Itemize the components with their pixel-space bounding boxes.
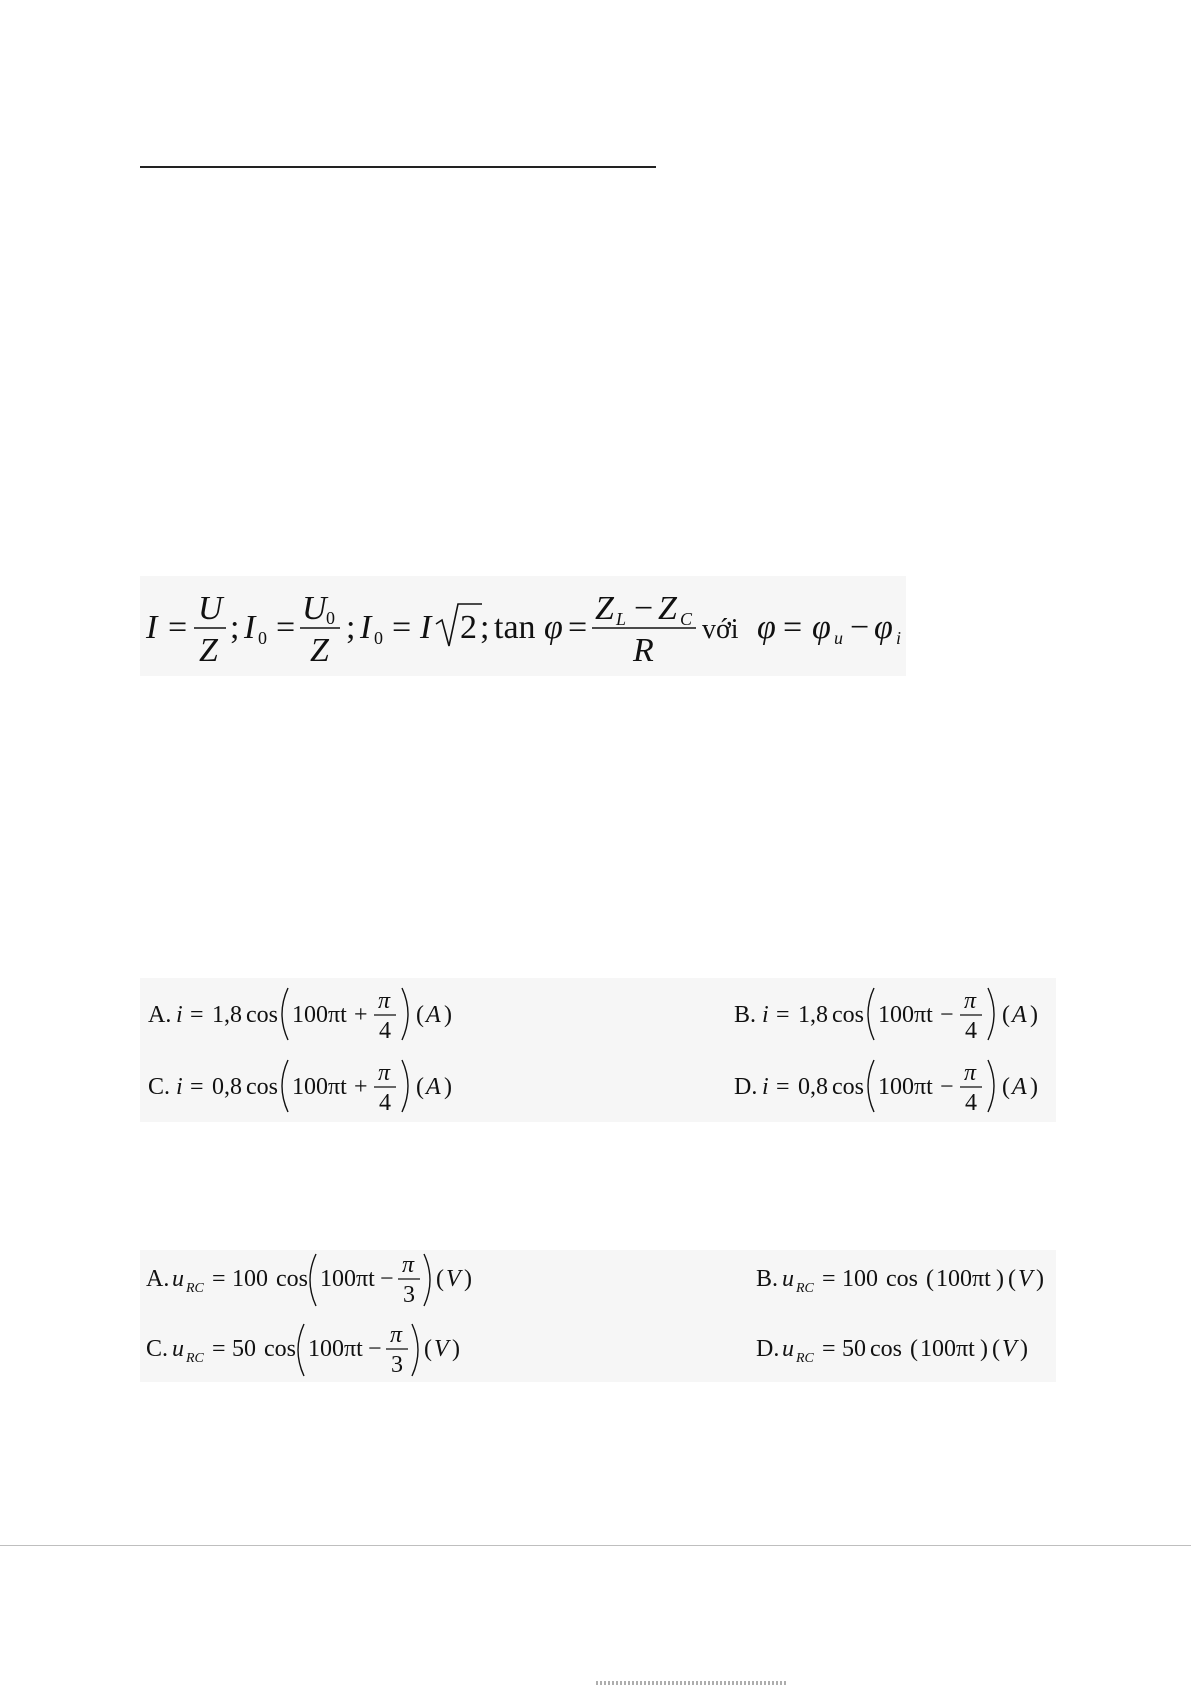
svg-text:φ: φ [757, 609, 776, 646]
svg-text:−: − [634, 590, 654, 627]
svg-text:1,8: 1,8 [212, 1002, 242, 1028]
svg-text:(: ( [926, 1266, 934, 1292]
svg-text:i: i [176, 1074, 183, 1100]
svg-text:tan: tan [494, 609, 536, 646]
formula-I: I [146, 609, 158, 646]
svg-text:π: π [964, 1060, 977, 1086]
svg-text:B.: B. [734, 1002, 757, 1028]
svg-text:(: ( [1002, 1074, 1010, 1100]
svg-text:=: = [776, 1002, 790, 1028]
svg-text:): ) [1020, 1336, 1028, 1362]
svg-text:): ) [996, 1266, 1004, 1292]
svg-text:C: C [680, 609, 693, 629]
svg-text:(: ( [416, 1002, 424, 1028]
svg-text:=: = [822, 1336, 836, 1362]
svg-text:I: I [420, 609, 432, 646]
svg-text:50: 50 [232, 1336, 256, 1362]
svg-text:=: = [212, 1336, 226, 1362]
svg-text:cos: cos [276, 1266, 308, 1292]
svg-text:φ: φ [874, 609, 893, 646]
svg-text:i: i [762, 1074, 769, 1100]
svg-text:A: A [426, 1074, 441, 1100]
svg-text:π: π [390, 1322, 403, 1348]
svg-text:=: = [190, 1002, 204, 1028]
svg-text:100πt: 100πt [292, 1002, 347, 1028]
svg-text:π: π [378, 1060, 391, 1086]
svg-text:π: π [402, 1252, 415, 1278]
option-d [734, 1060, 1038, 1116]
svg-text:U: U [302, 590, 327, 627]
svg-text:+: + [354, 1074, 368, 1100]
svg-text:100πt: 100πt [878, 1074, 933, 1100]
svg-text:π: π [378, 988, 391, 1014]
svg-text:0,8: 0,8 [212, 1074, 242, 1100]
svg-text:A: A [1012, 1002, 1027, 1028]
svg-text:100πt: 100πt [878, 1002, 933, 1028]
formula-U: U [198, 590, 223, 627]
svg-text:u: u [834, 628, 843, 648]
svg-text:4: 4 [965, 1018, 977, 1044]
option-b [734, 988, 1038, 1044]
svg-text:u: u [782, 1266, 794, 1292]
svg-text:Z: Z [595, 590, 614, 627]
svg-text:A: A [1012, 1074, 1027, 1100]
svg-text:i: i [896, 628, 902, 648]
svg-text:RC: RC [186, 1351, 204, 1366]
svg-text:φ: φ [812, 609, 831, 646]
svg-text:(: ( [1008, 1266, 1016, 1292]
svg-text:=: = [568, 609, 588, 646]
svg-text:100πt: 100πt [308, 1336, 363, 1362]
svg-text:i: i [176, 1002, 183, 1028]
svg-text:;: ; [480, 609, 490, 646]
svg-text:A.: A. [148, 1002, 172, 1028]
svg-text:0,8: 0,8 [798, 1074, 828, 1100]
svg-text:−: − [368, 1336, 382, 1362]
svg-text:B.: B. [756, 1266, 779, 1292]
svg-text:=: = [276, 609, 296, 646]
svg-text:cos: cos [832, 1074, 864, 1100]
svg-text:100πt: 100πt [936, 1266, 991, 1292]
svg-text:=: = [822, 1266, 836, 1292]
svg-text:100πt: 100πt [292, 1074, 347, 1100]
svg-text:−: − [940, 1002, 954, 1028]
svg-text:Z: Z [658, 590, 677, 627]
svg-text:(: ( [424, 1336, 432, 1362]
formula-voi: với [702, 614, 739, 645]
svg-text:2: 2 [460, 609, 477, 646]
svg-text:L: L [616, 609, 627, 629]
svg-text:): ) [452, 1336, 460, 1362]
svg-text:cos: cos [264, 1336, 296, 1362]
svg-text:u: u [172, 1336, 184, 1362]
svg-text:=: = [212, 1266, 226, 1292]
question2-options-image [140, 1250, 1056, 1382]
svg-text:=: = [783, 609, 803, 646]
svg-text:cos: cos [886, 1266, 918, 1292]
svg-text:π: π [964, 988, 977, 1014]
option-a [146, 1252, 472, 1308]
svg-text:u: u [172, 1266, 184, 1292]
svg-text:C.: C. [148, 1074, 171, 1100]
svg-text:=: = [776, 1074, 790, 1100]
svg-text:3: 3 [391, 1352, 403, 1378]
svg-text:−: − [940, 1074, 954, 1100]
svg-text:(: ( [436, 1266, 444, 1292]
svg-text:): ) [1030, 1074, 1038, 1100]
svg-text:4: 4 [379, 1018, 391, 1044]
svg-text:100: 100 [842, 1266, 878, 1292]
svg-text:φ: φ [544, 609, 563, 646]
svg-text:(: ( [910, 1336, 918, 1362]
bottom-scan-mark [596, 1681, 786, 1685]
svg-text:V: V [1002, 1336, 1017, 1362]
svg-text:cos: cos [870, 1336, 902, 1362]
svg-text:u: u [782, 1336, 794, 1362]
svg-text:(: ( [992, 1336, 1000, 1362]
svg-text:RC: RC [186, 1281, 204, 1296]
formula-image [140, 576, 906, 676]
svg-text:A.: A. [146, 1266, 170, 1292]
svg-text:RC: RC [796, 1281, 814, 1296]
svg-text:Z: Z [310, 632, 329, 669]
svg-text:V: V [1018, 1266, 1033, 1292]
option-c [146, 1322, 460, 1378]
formula-Z: Z [199, 632, 218, 669]
footer-divider [0, 1545, 1191, 1546]
heading-underline [140, 166, 656, 168]
option-d [756, 1336, 1028, 1366]
svg-text:(: ( [416, 1074, 424, 1100]
svg-text:+: + [354, 1002, 368, 1028]
svg-text:1,8: 1,8 [798, 1002, 828, 1028]
svg-text:(: ( [1002, 1002, 1010, 1028]
svg-text:): ) [444, 1074, 452, 1100]
svg-text:−: − [380, 1266, 394, 1292]
svg-text:;: ; [346, 609, 356, 646]
svg-text:0: 0 [374, 628, 383, 648]
option-c [148, 1060, 452, 1116]
option-b [756, 1266, 1044, 1296]
svg-text:50: 50 [842, 1336, 866, 1362]
svg-text:): ) [1036, 1266, 1044, 1292]
svg-text:V: V [434, 1336, 449, 1362]
svg-text:4: 4 [965, 1090, 977, 1116]
svg-text:100: 100 [232, 1266, 268, 1292]
svg-text:I: I [244, 609, 256, 646]
svg-text:3: 3 [403, 1282, 415, 1308]
svg-text:100πt: 100πt [320, 1266, 375, 1292]
svg-text:A: A [426, 1002, 441, 1028]
svg-text:4: 4 [379, 1090, 391, 1116]
svg-text:C.: C. [146, 1336, 169, 1362]
formula-R: R [633, 632, 654, 669]
svg-text:): ) [1030, 1002, 1038, 1028]
svg-text:0: 0 [258, 628, 267, 648]
svg-text:I: I [360, 609, 372, 646]
svg-text:=: = [190, 1074, 204, 1100]
svg-text:cos: cos [246, 1074, 278, 1100]
svg-text:cos: cos [246, 1002, 278, 1028]
svg-text:RC: RC [796, 1351, 814, 1366]
svg-text:0: 0 [326, 608, 335, 628]
svg-text:): ) [464, 1266, 472, 1292]
svg-text:−: − [850, 609, 870, 646]
svg-text:100πt: 100πt [920, 1336, 975, 1362]
option-a [148, 988, 452, 1044]
svg-text:cos: cos [832, 1002, 864, 1028]
svg-text:): ) [980, 1336, 988, 1362]
svg-text:V: V [446, 1266, 461, 1292]
svg-text:D.: D. [734, 1074, 758, 1100]
svg-text:D.: D. [756, 1336, 780, 1362]
svg-text:=: = [392, 609, 412, 646]
svg-text:;: ; [230, 609, 240, 646]
question1-options-image [140, 978, 1056, 1122]
svg-text:=: = [168, 609, 188, 646]
svg-text:): ) [444, 1002, 452, 1028]
svg-text:i: i [762, 1002, 769, 1028]
